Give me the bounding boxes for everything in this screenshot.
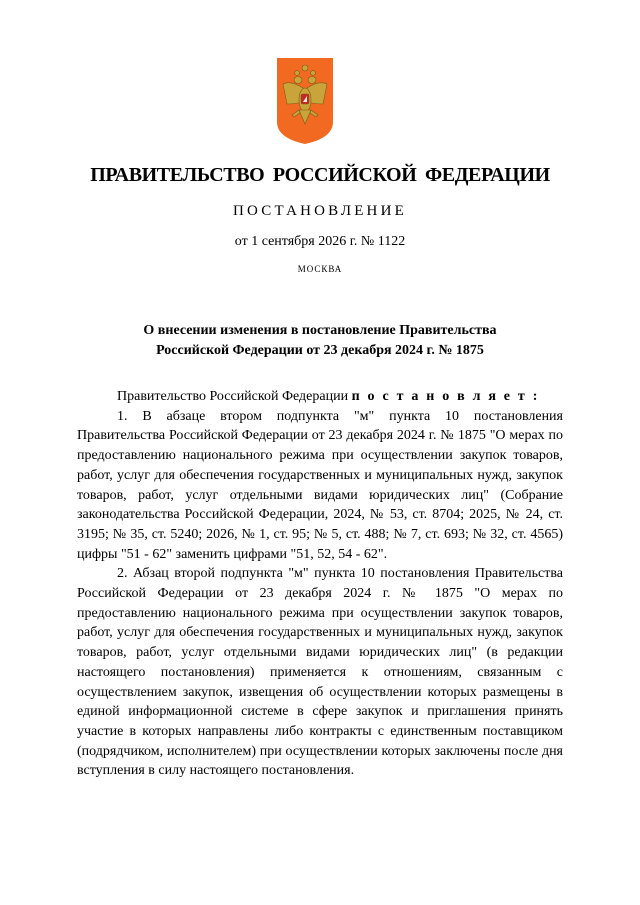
paragraph-1: 1. В абзаце втором подпункта "м" пункта 10 постановления Правительства Российской Федерации от 23 декабря 2024 г. № 1875 "О мерах по предоставлению национального режима при осуществлении закупок товаров, работ, услуг для обеспечения государственных и муниципальных нужд, закупок товаров, работ, услуг отдельными видами юридических лиц" (Собрание законодательства Российской Федерации, 2024, № 53, ст. 8704; 2025, № 24, ст. 3195; № 35, ст. 5240; 2026, № 1, ст. 95; № 5, ст. 488; № 7, ст. 693; № 32, ст. 4565) цифры "51 - 62" заменить цифрами "51, 52, 54 - 62".: [77, 408, 563, 562]
coat-of-arms-icon: [277, 58, 333, 144]
paragraph-2: 2. Абзац второй подпункта "м" пункта 10 постановления Правительства Российской Федерации от 23 декабря 2024 г. № 1875 "О мерах по предоставлению национального режима при осуществлении закупок товаров, работ, услуг для обеспечения государственных и муниципальных нужд, закупок товаров, работ, услуг отдельными видами юридических лиц" (в редакции настоящего постановления) применяется к отношениям, связанным с осуществлением закупок, извещения об осуществлении которых размещены в единой информационной системе в сфере закупок и приглашения принять участие в которых направлены либо контракты с единственным поставщиком (подрядчиком, исполнителем) при осуществлении которых заключены после дня вступления в силу настоящего постановления.: [77, 566, 563, 779]
document-city: МОСКВА: [297, 264, 343, 274]
intro-paragraph: [77, 387, 563, 407]
document-type: ПОСТАНОВЛЕНИЕ: [233, 203, 407, 219]
government-title: ПРАВИТЕЛЬСТВО РОССИЙСКОЙ ФЕДЕРАЦИИ: [90, 164, 550, 186]
document-body: [77, 387, 563, 781]
heading-line-1: О внесении изменения в постановление Правительства: [143, 323, 497, 338]
decree-verb: п о с т а н о в л я е т :: [351, 389, 540, 404]
document-heading: [90, 321, 550, 361]
document-date: от 1 сентября 2026 г. № 1122: [234, 234, 406, 249]
heading-line-2: Российской Федерации от 23 декабря 2024 г. № 1875: [156, 343, 484, 358]
intro-prefix: Правительство Российской Федерации: [117, 389, 349, 404]
